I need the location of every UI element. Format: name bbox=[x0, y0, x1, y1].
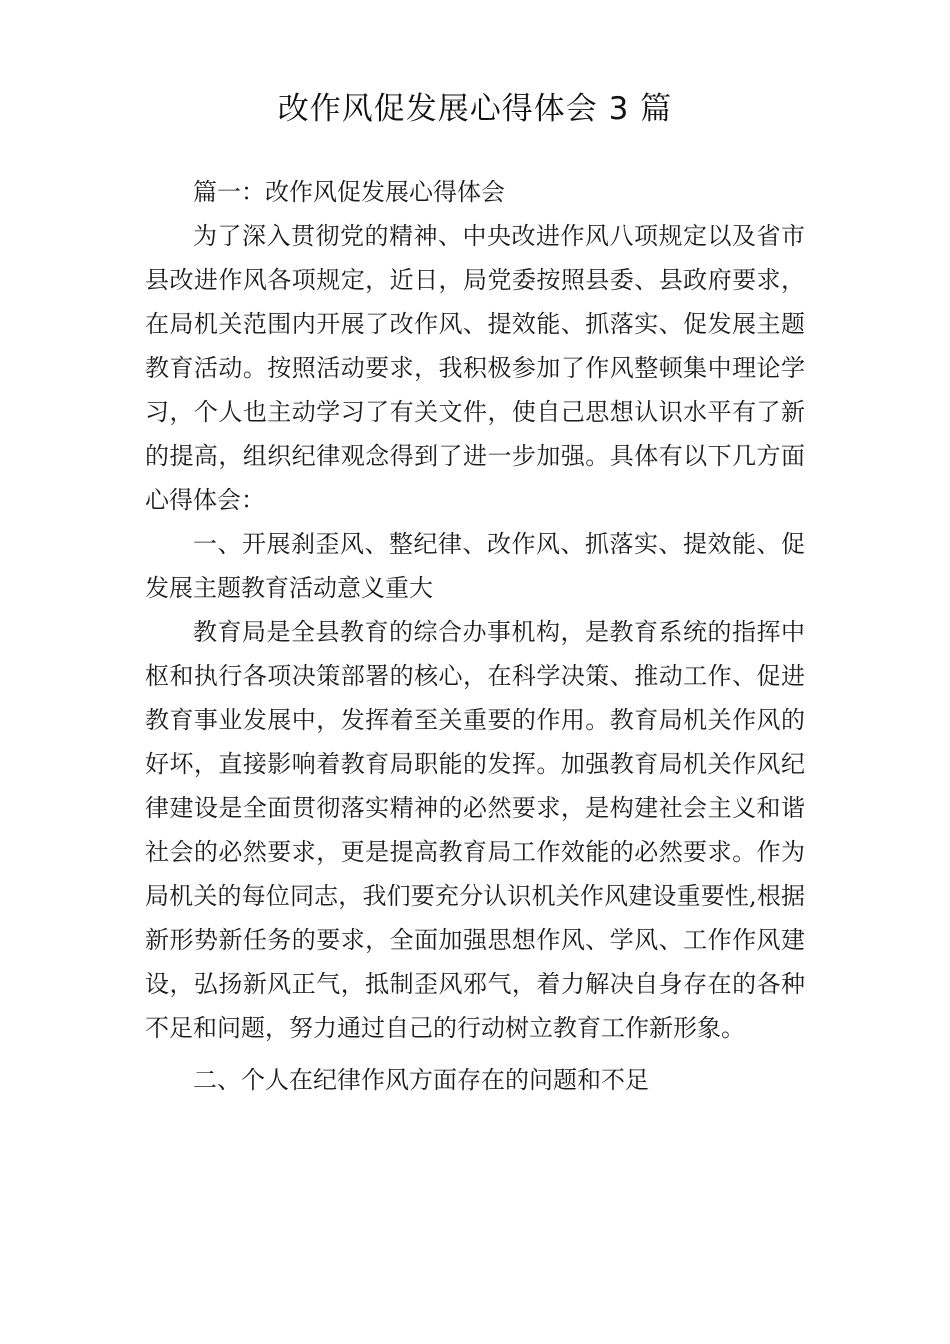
intro-paragraph: 为了深入贯彻党的精神、中央改进作风八项规定以及省市县改进作风各项规定，近日，局党委按照县委、县政府要求，在局机关范围内开展了改作风、提效能、抓落实、促发展主题教育活动。按照活动要求，我积极参加了作风整顿集中理论学习，个人也主动学习了有关文件，使自己思想认识水平有了新的提高，组织纪律观念得到了进一步加强。具体有以下几方面心得体会： bbox=[145, 222, 805, 514]
section-heading-two: 二、个人在纪律作风方面存在的问题和不足 bbox=[193, 1066, 649, 1094]
document-body bbox=[145, 170, 805, 1102]
section-heading-one: 一、开展刹歪风、整纪律、改作风、抓落实、提效能、促发展主题教育活动意义重大 bbox=[145, 530, 805, 602]
body-paragraph: 教育局是全县教育的综合办事机构，是教育系统的指挥中枢和执行各项决策部署的核心，在科学决策、推动工作、促进教育事业发展中，发挥着至关重要的作用。教育局机关作风的好坏，直接影响着教育局职能的发挥。加强教育局机关作风纪律建设是全面贯彻落实精神的必然要求，是构建社会主义和谐社会的必然要求，更是提高教育局工作效能的必然要求。作为局机关的每位同志，我们要充分认识机关作风建设重要性,根据新形势新任务的要求，全面加强思想作风、学风、工作作风建设，弘扬新风正气，抵制歪风邪气，着力解决自身存在的各种不足和问题，努力通过自己的行动树立教育工作新形象。 bbox=[145, 618, 805, 1042]
section-heading-part-one: 篇一：改作风促发展心得体会 bbox=[193, 178, 505, 206]
document-title: 改作风促发展心得体会 3 篇 bbox=[277, 91, 673, 127]
